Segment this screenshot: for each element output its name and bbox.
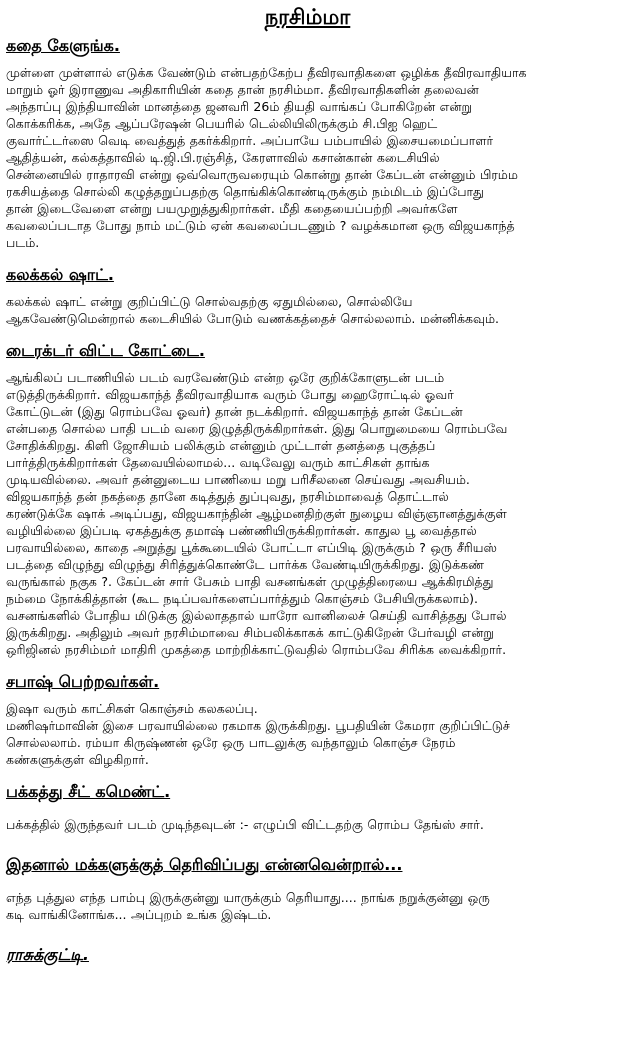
text-line: முள்ளை முள்ளால் எடுக்க வேண்டும் என்பதற்கேற்ப தீவிரவாதிகளை ஒழிக்க தீவிரவாதியாக — [6, 65, 527, 80]
text-line: ரகசியத்தை சொல்லி கழுத்தறுப்பதற்கு தொங்கிக்கொண்டிருக்கும் நம்மிடம் இப்போது — [6, 184, 484, 199]
text-line: கரண்டுக்கே ஷாக் அடிப்பது, விஜயகாந்தின் ஆழ்மனதிற்குள் நுழைய விஞ்ஞானத்துக்குள் — [6, 506, 507, 521]
text-line: நம்மை நோக்கித்தான் (கூட நடிப்பவர்களைப்பார்த்தும் கொஞ்சம் பேசியிருக்கலாம்). — [6, 591, 479, 606]
text-line: சோதிக்கிறது. கிளி ஜோசியம் பலிக்கும் என்னும் முட்டாள் தனத்தை புகுத்தப் — [6, 438, 436, 453]
text-line: கோட்டுடன் (இது ரொம்பவே ஓவர்) தான் நடக்கிறார். விஜயகாந்த் தான் கேப்டன் — [6, 404, 463, 419]
text-line: வழியில்லை இப்படி ஏகத்துக்கு தமாஷ் பண்ணியிருக்கிறார்கள். காதுல பூ வைத்தால் — [6, 523, 477, 538]
text-line: கலக்கல் ஷாட் என்று குறிப்பிட்டு சொல்வதற்கு ஏதுமில்லை, சொல்லியே — [6, 294, 413, 309]
text-line: ஆகவேண்டுமென்றால் கடைசியில் போடும் வணக்கத்தைச் சொல்லலாம். மன்னிக்கவும். — [6, 311, 499, 326]
text-line: பக்கத்தில் இருந்தவர் படம் முடிந்தவுடன் :- எழுப்பி விட்டதற்கு ரொம்ப தேங்ஸ் சார். — [6, 817, 484, 832]
section-body-best-shot — [6, 293, 609, 327]
text-line: சொல்லலாம். ரம்யா கிருஷ்ணன் ஒரே ஒரு பாடலுக்கு வந்தாலும் கொஞ்ச நேரம் — [6, 735, 456, 750]
text-line: அந்தாப்பு இந்தியாவின் மானத்தை ஜனவரி 26ம் தியதி வாங்கப் போகிறேன் என்று — [6, 99, 472, 114]
text-line: பார்த்திருக்கிறார்கள் தேவையில்லாமல்... வடிவேலு வரும் காட்சிகள் தாங்க — [6, 455, 430, 470]
text-line: குவார்ட்டர்ஸை வெடி வைத்துத் தகர்க்கிறார். அப்பாயே பம்பாயில் இசையமைப்பாளர் — [6, 133, 494, 148]
text-line: வருங்கால் நகுக ?. கேப்டன் சார் பேசும் பாதி வசனங்கள் முழுத்திரையை ஆக்கிரமித்து — [6, 574, 494, 589]
section-heading-best-shot: கலக்கல் ஷாட். — [6, 265, 114, 284]
text-line: கொக்கரிக்க, அதே ஆப்பரேஷன் பெயரில் டெல்லியிலிருக்கும் சி.பிஐ ஹெட் — [6, 116, 438, 131]
text-line: ஒரிஜினல் நரசிம்மர் மாதிரி முகத்தை மாற்றிக்காட்டுவதில் ரொம்பவே சிரிக்க வைக்கிறார். — [6, 642, 507, 657]
text-line: இருக்கிறது. அதிலும் அவர் நரசிம்மாவை சிம்பலிக்காகக் காட்டுகிறேன் பேர்வழி என்று — [6, 625, 494, 640]
section-heading-announcement: இதனால் மக்களுக்குத் தெரிவிப்பது என்னவென்றால்... — [6, 855, 403, 874]
text-line: சென்னையில் ராதாரவி என்று ஒவ்வொருவரையும் கொன்று தான் கேப்டன் என்னும் பிரம்ம — [6, 167, 518, 182]
text-line: படம். — [6, 235, 40, 250]
section-heading-story: கதை கேளுங்க. — [6, 36, 120, 55]
author-signature: ராசுக்குட்டி. — [6, 945, 89, 964]
section-body-praise — [6, 700, 609, 768]
text-line: மாறும் ஓர் இராணுவ அதிகாரியின் கதை தான் நரசிம்மா. தீவிரவாதிகளின் தலைவன் — [6, 82, 479, 97]
text-line: கண்களுக்குள் விழகிறார். — [6, 752, 149, 767]
text-line: ஆதித்யன், கல்கத்தாவில் டி.ஜி.பி.ரஞ்சித், கேரளாவில் கசான்கான் கடைசியில் — [6, 150, 440, 165]
text-line: தான் இடைவேளை என்று பயமுறுத்துகிறார்கள். மீதி கதையைப்பற்றி அவர்களே — [6, 201, 458, 216]
section-heading-side-seat-comment: பக்கத்து சீட் கமெண்ட். — [6, 782, 171, 801]
text-line: எந்த புத்துல எந்த பாம்பு இருக்குன்னு யாருக்கும் தெரியாது.... நாங்க நறுக்குன்னு ஒரு — [6, 890, 490, 905]
section-heading-praise: சபாஷ் பெற்றவர்கள். — [6, 672, 160, 691]
text-line: விஜயகாந்த் தன் நகத்தை தானே கடித்துத் துப்புவது, நரசிம்மாவைத் தொட்டால் — [6, 489, 449, 504]
page-title: நரசிம்மா — [264, 5, 351, 29]
section-body-announcement — [6, 889, 609, 923]
text-line: வசனங்களில் போதிய மிடுக்கு இல்லாததால் யாரோ வானிலைச் செய்தி வாசித்தது போல் — [6, 608, 507, 623]
text-line: படத்தை விழுந்து விழுந்து சிரித்துக்கொண்டே பார்க்க வேண்டியிருக்கிறது. இடுக்கண் — [6, 557, 485, 572]
text-line: கவலைப்படாத போது நாம் மட்டும் ஏன் கவலைப்படணும் ? வழக்கமான ஒரு விஜயகாந்த் — [6, 218, 515, 233]
text-line: பரவாயில்லை, காதை அறுத்து பூக்கூடையில் போட்டா எப்பிடி இருக்கும் ? ஒரு சீரியஸ் — [6, 540, 497, 555]
section-body-director-misses — [6, 369, 609, 658]
text-line: இஷா வரும் காட்சிகள் கொஞ்சம் கலகலப்பு. — [6, 701, 258, 716]
section-heading-director-misses: டைரக்டர் விட்ட கோட்டை. — [6, 341, 205, 360]
section-body-story — [6, 64, 609, 251]
text-line: மணிஷர்மாவின் இசை பரவாயில்லை ரகமாக இருக்கிறது. பூபதியின் கேமரா குறிப்பிட்டுச் — [6, 718, 510, 733]
text-line: கடி வாங்கினோங்க... அப்புறம் உங்க இஷ்டம். — [6, 907, 272, 922]
text-line: எடுத்திருக்கிறார். விஜயகாந்த் தீவிரவாதியாக வரும் போது ஹைரோட்டில் ஓவர் — [6, 387, 454, 402]
text-line: என்பதை சொல்ல பாதி படம் வரை இழுத்திருக்கிறார்கள். இது பொறுமையை ரொம்பவே — [6, 421, 508, 436]
text-line: முடியவில்லை. அவர் தன்னுடைய பாணியை மறு பரிசீலனை செய்வது அவசியம். — [6, 472, 470, 487]
text-line: ஆங்கிலப் படாணியில் படம் வரவேண்டும் என்ற ஒரே குறிக்கோளுடன் படம் — [6, 370, 445, 385]
section-body-side-seat-comment — [6, 816, 609, 833]
